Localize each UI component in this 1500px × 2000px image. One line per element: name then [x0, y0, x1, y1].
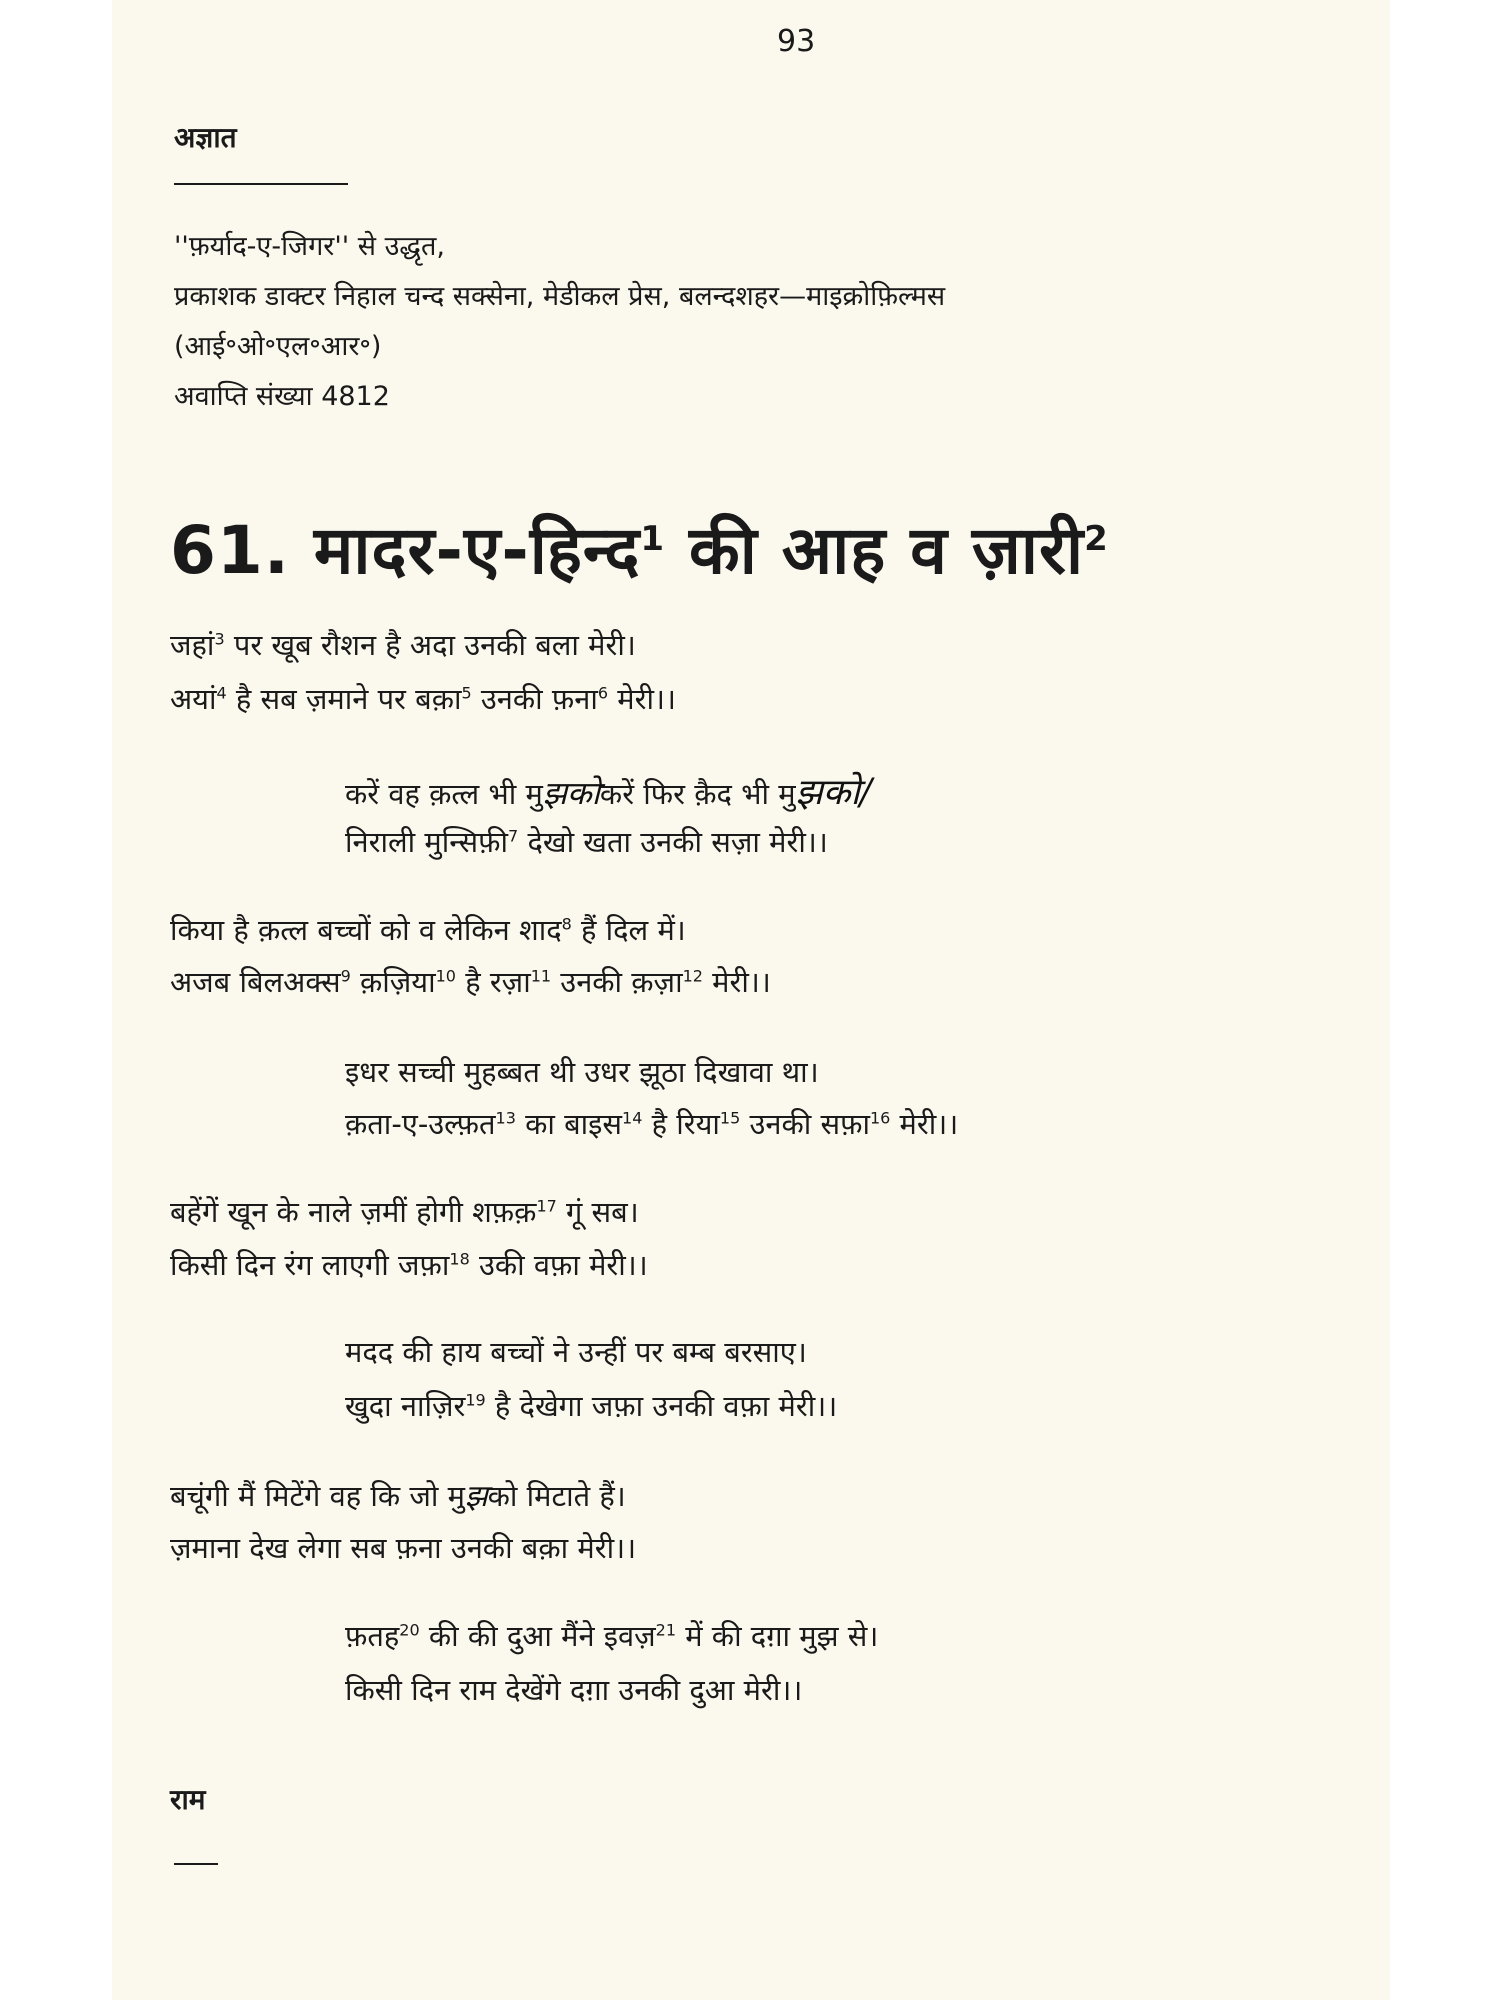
signature-name: राम [170, 1783, 206, 1816]
verse-line: किसी दिन रंग लाएगी जफ़ा$^{18}$ उकी वफ़ा मेरी।। [170, 1248, 648, 1282]
handwritten-correction: झको [542, 774, 600, 812]
verse-line: बचूंगी मैं मिटेंगे वह कि जो मुझको मिटाते हैं। [170, 1479, 626, 1514]
verse-line: अजब बिलअक्स$^9$ क़ज़िया$^{10}$ है रज़ा$^{11}$ उनकी क़ज़ा$^{12}$ मेरी।। [170, 965, 771, 999]
verse-line: निराली मुन्सिफ़ी$^7$ देखो खता उनकी सज़ा मेरी।। [345, 825, 828, 859]
verse-line: इधर सच्ची मुहब्बत थी उधर झूठा दिखावा था। [345, 1055, 819, 1089]
verse-line: किसी दिन राम देखेंगे दग़ा उनकी दुआ मेरी।। [345, 1673, 803, 1707]
verse-line: खुदा नाज़िर$^{19}$ है देखेगा जफ़ा उनकी वफ़ा मेरी।। [345, 1389, 838, 1423]
verse-line: किया है क़त्ल बच्चों को व लेकिन शाद$^8$ हैं दिल में। [170, 913, 686, 947]
verse-line: मदद की हाय बच्चों ने उन्हीं पर बम्ब बरसाए। [345, 1335, 807, 1369]
signature-underline [174, 1863, 218, 1865]
verse-line: करें वह क़त्ल भी मुझकोकरें फिर क़ैद भी मुझको/ [345, 772, 872, 813]
verse-line: अयां$^4$ है सब ज़माने पर बक़ा$^5$ उनकी फ़ना$^6$ मेरी।। [170, 682, 676, 716]
verse-line: क़ता-ए-उल्फ़त$^{13}$ का बाइस$^{14}$ है रिया$^{15}$ उनकी सफ़ा$^{16}$ मेरी।। [345, 1107, 959, 1141]
verse-line: जहां$^3$ पर खूब रौशन है अदा उनकी बला मेरी। [170, 628, 636, 662]
author-label: अज्ञात [174, 121, 237, 154]
page-number: 93 [777, 24, 816, 59]
source-line-2: प्रकाशक डाक्टर निहाल चन्द सक्सेना, मेडीकल प्रेस, बलन्दशहर—माइक्रोफ़िल्मस [174, 281, 946, 312]
verse-line: फ़तह$^{20}$ की की दुआ मैंने इवज़$^{21}$ में की दग़ा मुझ से। [345, 1619, 879, 1653]
verse-line: बहेंगें खून के नाले ज़मीं होगी शफ़क़$^{17}$ गूं सब। [170, 1195, 639, 1229]
verse-line: ज़माना देख लेगा सब फ़ना उनकी बक़ा मेरी।। [170, 1531, 637, 1565]
source-line-3: (आई॰ओ॰एल॰आर॰) [174, 331, 382, 362]
author-underline [174, 183, 348, 185]
source-line-4: अवाप्ति संख्या 4812 [174, 381, 390, 412]
handwritten-correction: झ [464, 1479, 488, 1514]
poem-title: 61. मादर-ए-हिन्द$^1$ की आह व ज़ारी$^2$ [170, 512, 1109, 589]
source-line-1: ''फ़र्याद-ए-जिगर'' से उद्धृत, [174, 231, 445, 262]
book-page [112, 0, 1390, 2000]
handwritten-correction: झको/ [795, 772, 872, 813]
